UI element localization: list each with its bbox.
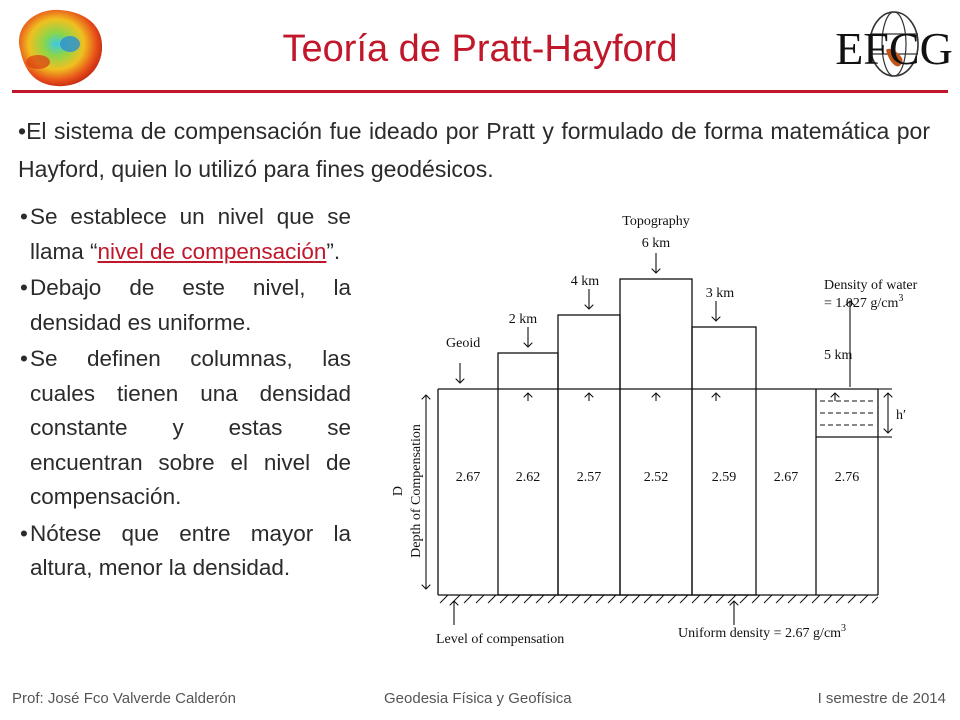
density-label: 2.67 xyxy=(455,470,481,485)
level-of-compensation-label: Level of compensation xyxy=(436,632,565,647)
list-item: • Debajo de este nivel, la densidad es uniforme. xyxy=(26,271,351,340)
intro-text: El sistema de compensación fue ideado por Pratt y formulado de forma matemática por Hayford, quien lo utilizó para fines geodésicos. xyxy=(18,118,930,182)
height-label: 4 km xyxy=(570,274,600,289)
density-label: 2.62 xyxy=(515,470,541,485)
height-label: 6 km xyxy=(641,236,671,251)
hatching xyxy=(440,595,878,603)
pratt-hayford-diagram xyxy=(380,205,920,655)
footer-semester: I semestre de 2014 xyxy=(817,690,946,707)
footer-course: Geodesia Física y Geofísica xyxy=(384,690,572,707)
bullet-list xyxy=(26,200,351,588)
list-item xyxy=(26,200,351,269)
column-4km xyxy=(558,315,620,595)
h-prime-label: h′ xyxy=(896,408,907,423)
water-density-label: Density of water xyxy=(824,278,918,293)
water-density-value: = 1.027 $g/cm^3$ xyxy=(824,293,904,311)
bullet-text: Se establece un nivel que se llama “ xyxy=(30,204,351,264)
topography-label: Topography xyxy=(622,214,690,229)
geoid-label: Geoid xyxy=(446,336,481,351)
height-label: 3 km xyxy=(705,286,735,301)
density-label: 2.59 xyxy=(711,470,737,485)
height-label: 2 km xyxy=(508,312,538,327)
title-divider xyxy=(12,90,948,93)
bullet-glyph: • xyxy=(18,118,27,144)
density-label: 2.76 xyxy=(834,470,860,485)
column-6km xyxy=(620,279,692,595)
page-title: Teoría de Pratt-Hayford xyxy=(282,28,678,70)
bullet-text: ”. xyxy=(326,238,341,264)
depth-label: Depth of Compensation xyxy=(409,424,424,558)
uniform-density-label: Uniform density = 2.67 $g/cm^3$ xyxy=(678,623,847,641)
efcg-logo xyxy=(832,6,956,86)
footer-author: Prof: José Fco Valverde Calderón xyxy=(12,690,236,707)
water-depth-label: 5 km xyxy=(824,348,853,363)
column-3km xyxy=(692,327,756,595)
logo-text: EFCG xyxy=(835,23,953,74)
list-item: • Se definen columnas, las cuales tienen una densidad constante y estas se encuentran sobre el nivel de compensación. xyxy=(26,342,351,515)
intro-paragraph xyxy=(18,112,930,188)
density-label: 2.67 xyxy=(773,470,799,485)
list-item: • Nótese que entre mayor la altura, menor la densidad. xyxy=(26,517,351,586)
density-label: 2.52 xyxy=(643,470,669,485)
depth-letter: D xyxy=(391,485,406,497)
density-label: 2.57 xyxy=(576,470,602,485)
highlight-term: nivel de compensación xyxy=(97,238,327,264)
